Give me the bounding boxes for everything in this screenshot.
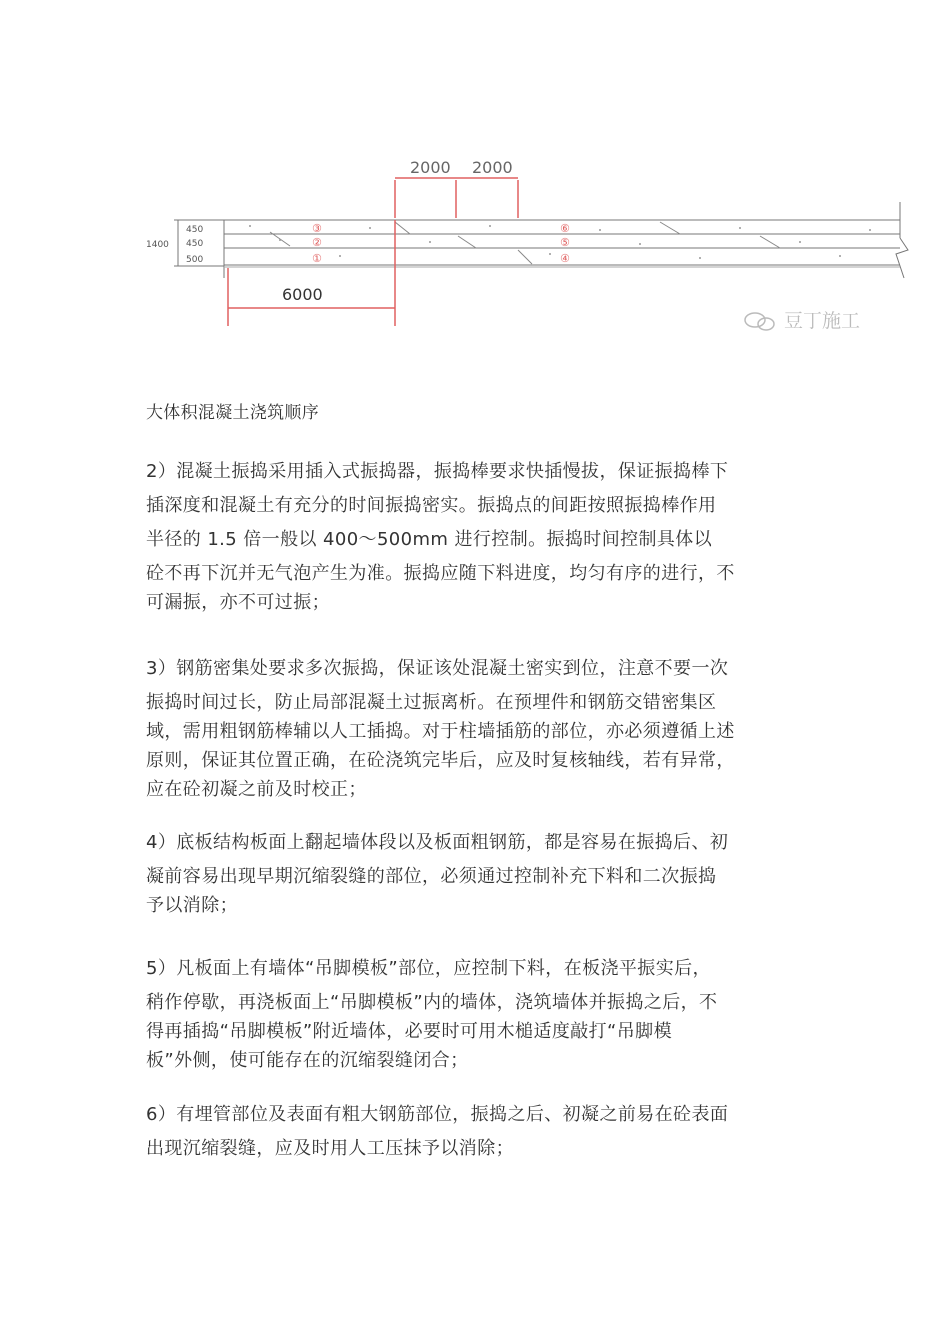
watermark-logo [745,310,860,332]
paragraph-line: 6）有埋管部位及表面有粗大钢筋部位，振捣之后、初凝之前易在砼表面 [146,1104,729,1125]
paragraph-line: 予以消除； [146,895,238,916]
paragraph-line: 板”外侧，使可能存在的沉缩裂缝闭合； [146,1050,469,1071]
paragraph-line: 得再插捣“吊脚模板”附近墙体，必要时可用木槌适度敲打“吊脚模 [146,1021,672,1042]
paragraph-6 [146,1100,818,1163]
dim-top-1: 2000 [410,158,451,177]
paragraph-line: 可漏振，亦不可过振； [146,592,330,613]
dim-top-2: 2000 [472,158,513,177]
paragraph-5 [146,954,818,1075]
paragraph-3 [146,654,818,804]
paragraph-4 [146,828,818,920]
pour-order-2: ② [312,236,322,249]
pouring-sequence-diagram [140,150,920,350]
paragraph-line: 振捣时间过长，防止局部混凝土过振离析。在预埋件和钢筋交错密集区 [146,692,717,713]
dim-total: 1400 [146,240,169,250]
paragraph-line: 域，需用粗钢筋棒辅以人工插捣。对于柱墙插筋的部位，亦必须遵循上述 [146,721,735,742]
paragraph-line: 2）混凝土振捣采用插入式振捣器，振捣棒要求快插慢拔，保证振捣棒下 [146,461,729,482]
paragraph-line: 半径的 1.5 倍一般以 400～500mm 进行控制。振捣时间控制具体以 [146,529,713,550]
paragraph-line: 插深度和混凝土有充分的时间振捣密实。振捣点的间距按照振捣棒作用 [146,495,717,516]
pour-order-1: ① [312,252,322,265]
paragraph-line: 5）凡板面上有墙体“吊脚模板”部位，应控制下料，在板浇平振实后， [146,958,711,979]
pour-order-3: ③ [312,222,322,235]
paragraph-line: 稍作停歇，再浇板面上“吊脚模板”内的墙体，浇筑墙体并振捣之后，不 [146,992,718,1013]
paragraph-line: 4）底板结构板面上翻起墙体段以及板面粗钢筋，都是容易在振捣后、初 [146,832,729,853]
pour-order-6: ⑥ [560,222,570,235]
layer-2-thickness: 450 [186,239,204,249]
paragraph-line: 3）钢筋密集处要求多次振捣，保证该处混凝土密实到位，注意不要一次 [146,658,729,679]
paragraph-line: 应在砼初凝之前及时校正； [146,779,367,800]
figure-caption: 大体积混凝土浇筑顺序 [146,403,319,423]
watermark-text: 豆丁施工 [784,310,861,332]
layer-3-thickness: 500 [186,255,204,265]
paragraph-2 [146,457,818,617]
paragraph-line: 原则，保证其位置正确，在砼浇筑完毕后，应及时复核轴线，若有异常， [146,750,735,771]
paragraph-line: 凝前容易出现早期沉缩裂缝的部位，必须通过控制补充下料和二次振捣 [146,866,717,887]
dim-bottom: 6000 [282,285,323,304]
pour-order-5: ⑤ [560,236,570,249]
pour-order-4: ④ [560,252,570,265]
layer-1-thickness: 450 [186,225,204,235]
paragraph-line: 出现沉缩裂缝，应及时用人工压抹予以消除； [146,1138,514,1159]
paragraph-line: 砼不再下沉并无气泡产生为准。振捣应随下料进度，均匀有序的进行，不 [146,563,735,584]
